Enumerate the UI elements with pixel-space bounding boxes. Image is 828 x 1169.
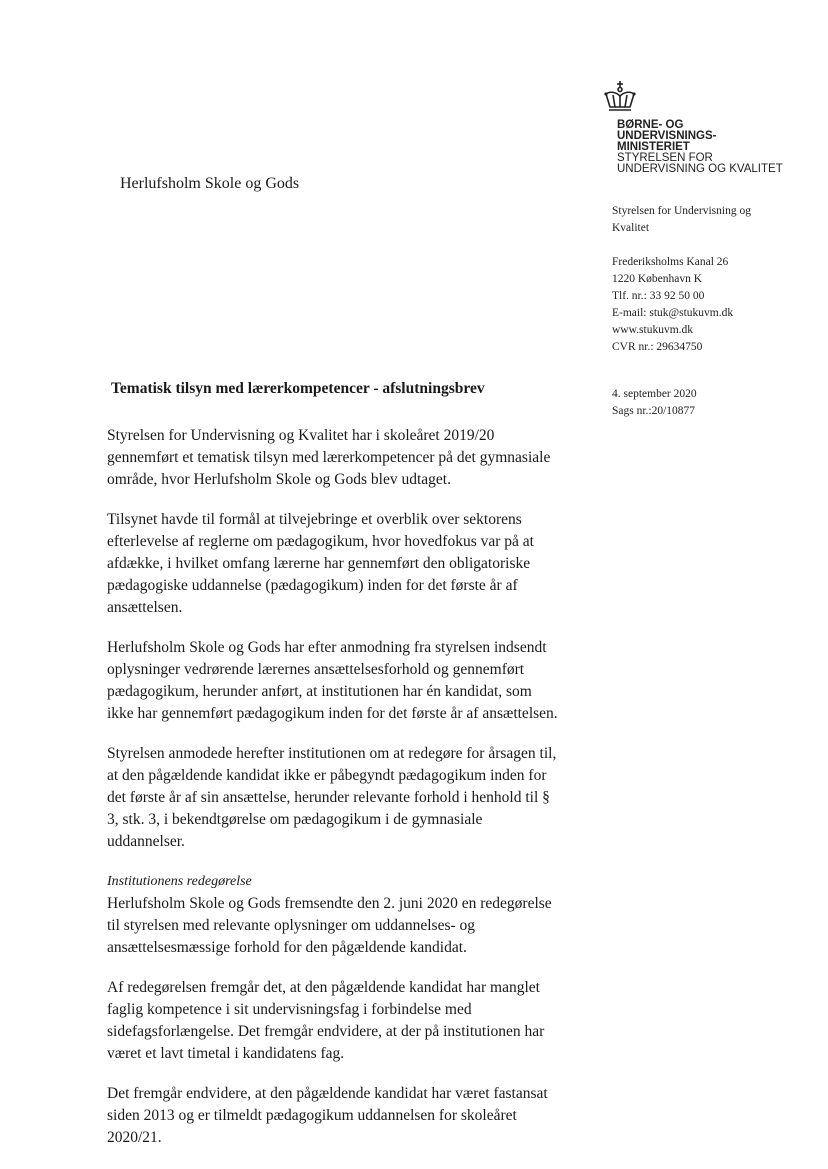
body-paragraph: Herlufsholm Skole og Gods fremsendte den 2. juni 2020 en redegørelse til styrelsen med relevante oplysninger om uddannelses- og ansættelsesmæssige forhold for den pågældende kandidat.: [107, 895, 552, 956]
body-paragraph: Herlufsholm Skole og Gods har efter anmodning fra styrelsen indsendt oplysninger vedrørende lærernes ansættelsesforhold og gennemført pædagogikum, herunder anført, at institutionen har én kandidat, som ikke har gennemført pædagogikum inden for det første år af ansættelsen.: [107, 639, 558, 722]
sender-city: 1220 København K: [612, 273, 703, 285]
sender-street: Frederiksholms Kanal 26: [612, 256, 729, 268]
sender-email: E-mail: stuk@stukuvm.dk: [612, 307, 734, 319]
recipient-name: Herlufsholm Skole og Gods: [120, 175, 300, 192]
sender-dept-line: Styrelsen for Undervisning og: [612, 205, 751, 217]
ministry-name-line: BØRNE- OG: [617, 119, 684, 131]
sender-website: www.stukuvm.dk: [612, 324, 694, 336]
body-paragraph: Af redegørelsen fremgår det, at den pågældende kandidat har manglet faglig kompetence i sit undervisningsfag i forbindelse med sidefagsforlængelse. Det fremgår endvidere, at der på institutionen har været et lavt timetal i kandidatens fag.: [107, 979, 545, 1062]
sender-dept-line: Kvalitet: [612, 222, 650, 234]
sender-cvr: CVR nr.: 29634750: [612, 341, 703, 353]
letter-date: 4. september 2020: [612, 388, 697, 400]
body-paragraph: Styrelsen for Undervisning og Kvalitet har i skoleåret 2019/20 gennemført et tematisk tilsyn med lærerkompetencer på det gymnasiale område, hvor Herlufsholm Skole og Gods blev udtaget.: [107, 427, 551, 488]
sender-phone: Tlf. nr.: 33 92 50 00: [612, 290, 705, 302]
letter-subject: Tematisk tilsyn med lærerkompetencer - afslutningsbrev: [111, 380, 485, 397]
agency-name-line: STYRELSEN FOR: [617, 152, 713, 164]
crown-logo-icon: [600, 80, 640, 114]
body-paragraph: Styrelsen anmodede herefter institutionen om at redegøre for årsagen til, at den pågældende kandidat ikke er påbegyndt pædagogikum inden for det første år af sin ansættelse, herunder relevante forhold i henhold til § 3, stk. 3, i bekendtgørelse om pædagogikum i de gymnasiale uddannelser.: [107, 745, 557, 850]
section-heading: Institutionens redegørelse: [107, 874, 252, 889]
ministry-name-line: MINISTERIET: [617, 141, 690, 153]
ministry-letterhead: [617, 120, 783, 175]
letter-meta: [612, 386, 697, 420]
agency-name-line: UNDERVISNING OG KVALITET: [617, 163, 783, 175]
letter-body: [107, 425, 562, 1167]
ministry-name-line: UNDERVISNINGS-: [617, 130, 717, 142]
sender-department: [612, 203, 751, 237]
case-number: Sags nr.:20/10877: [612, 405, 696, 417]
body-paragraph: Det fremgår endvidere, at den pågældende kandidat har været fastansat siden 2013 og er tilmeldt pædagogikum uddannelsen for skoleåret 2020/21.: [107, 1085, 548, 1146]
body-paragraph: Tilsynet havde til formål at tilvejebringe et overblik over sektorens efterlevelse af reglerne om pædagogikum, hvor hovedfokus var på at afdække, i hvilket omfang lærerne har gennemført den obligatoriske pædagogiske uddannelse (pædagogikum) inden for det første år af ansættelsen.: [107, 511, 534, 616]
sender-address-block: [612, 254, 733, 356]
